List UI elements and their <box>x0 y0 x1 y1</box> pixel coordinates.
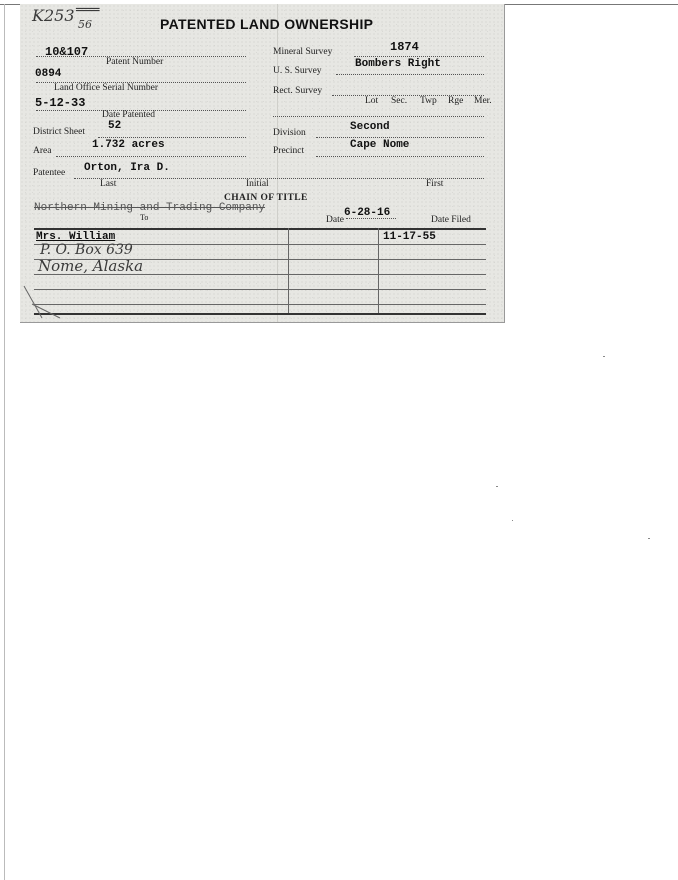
table-row-line <box>34 304 486 305</box>
scan-speck <box>603 356 605 357</box>
corner-note-number: K253 <box>32 6 75 25</box>
last-label: Last <box>100 179 117 189</box>
card-title: PATENTED LAND OWNERSHIP <box>160 16 374 32</box>
precinct-value: Cape Nome <box>350 139 410 151</box>
first-label: First <box>426 179 444 189</box>
date-label: Date <box>326 215 344 225</box>
division-value: Second <box>350 121 390 133</box>
to-label: To <box>140 213 149 222</box>
date-patented-value: 5-12-33 <box>35 96 86 110</box>
date-filed-value: 11-17-55 <box>383 231 436 243</box>
chain-entry-grantor: Northern Mining and Trading Company <box>34 202 266 214</box>
area-line <box>56 156 246 157</box>
patentee-value: Orton, Ira D. <box>84 162 170 174</box>
table-col-divider-1 <box>288 228 289 314</box>
scan-speck <box>512 520 513 521</box>
district-sheet-label: District Sheet <box>33 127 85 137</box>
table-row-handwritten: Nome, Alaska <box>38 257 144 275</box>
lot-label: Lot <box>365 96 379 106</box>
serial-label: Land Office Serial Number <box>54 83 159 93</box>
pen-stroke-mark <box>22 284 62 320</box>
date-value: 6-28-16 <box>344 207 391 219</box>
patent-number-value: 10&107 <box>45 45 89 59</box>
patent-number-label: Patent Number <box>106 57 164 67</box>
precinct-line <box>316 156 484 157</box>
initial-label: Initial <box>246 179 269 189</box>
rge-label: Rge <box>448 96 464 106</box>
corner-note-strike: ═══ <box>76 4 100 18</box>
precinct-label: Precinct <box>273 146 305 156</box>
sec-label: Sec. <box>391 96 408 106</box>
table-row-line <box>34 289 486 290</box>
mineral-survey-line <box>354 56 484 57</box>
mineral-survey-label: Mineral Survey <box>273 47 333 57</box>
page-left-edge <box>4 4 5 880</box>
patentee-line <box>74 178 484 179</box>
scan-speck <box>496 486 498 487</box>
rect-survey-label: Rect. Survey <box>273 86 323 96</box>
table-top-rule <box>34 228 486 230</box>
us-survey-line <box>336 74 484 75</box>
table-bottom-rule <box>34 313 486 315</box>
twp-label: Twp <box>420 96 437 106</box>
rect-survey-subline <box>273 116 484 117</box>
mineral-survey-value: 1874 <box>390 40 419 54</box>
mer-label: Mer. <box>474 96 492 106</box>
table-row-typed: Mrs. William <box>36 231 116 243</box>
area-label: Area <box>33 146 52 156</box>
patentee-label: Patentee <box>33 168 66 178</box>
date-filed-label: Date Filed <box>431 215 471 225</box>
date-line <box>346 218 396 219</box>
division-label: Division <box>273 128 306 138</box>
chain-of-title-label: CHAIN OF TITLE <box>224 193 308 203</box>
district-sheet-value: 52 <box>108 120 122 132</box>
division-line <box>316 137 484 138</box>
date-patented-label: Date Patented <box>102 110 156 120</box>
table-row-handwritten: P. O. Box 639 <box>40 242 133 258</box>
serial-value: 0894 <box>35 68 62 80</box>
us-survey-label: U. S. Survey <box>273 66 322 76</box>
land-ownership-card <box>20 4 505 323</box>
area-value: 1.732 acres <box>92 139 165 151</box>
scan-speck <box>648 538 650 539</box>
table-col-divider-2 <box>378 228 379 314</box>
district-sheet-line <box>98 137 246 138</box>
us-survey-value: Bombers Right <box>355 58 441 70</box>
corner-note-sub: 56 <box>78 18 92 31</box>
